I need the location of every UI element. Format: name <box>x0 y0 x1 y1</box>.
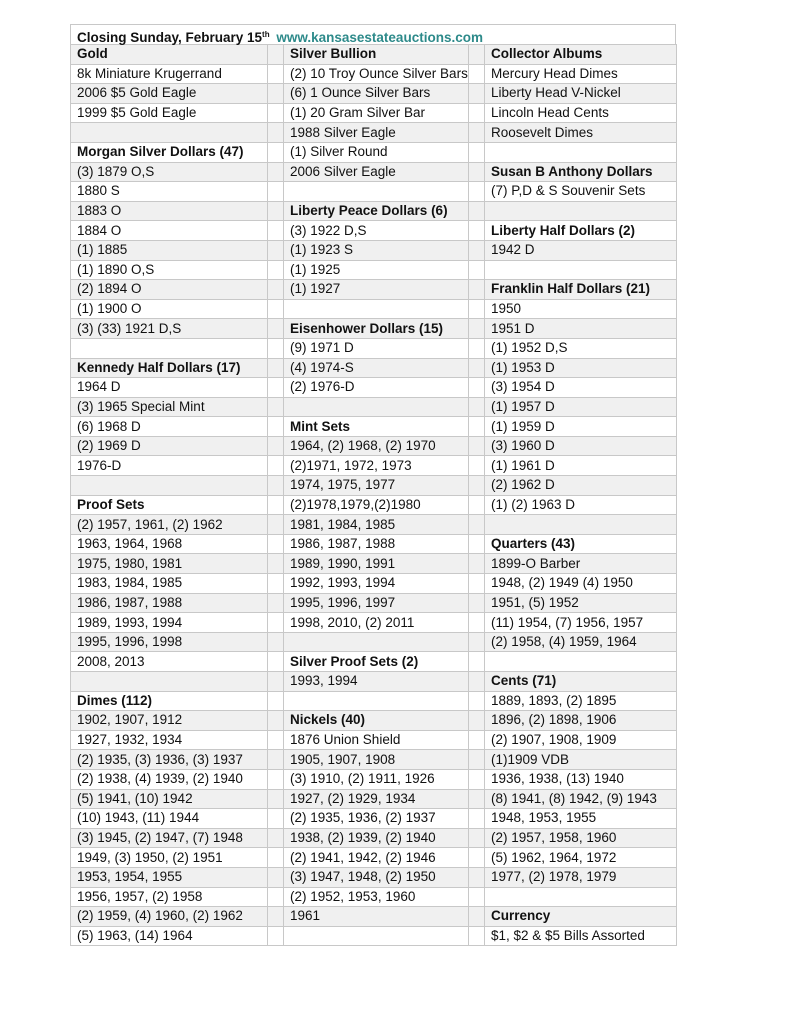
table-row <box>71 319 677 339</box>
column-gap <box>268 769 284 789</box>
lot-cell: 1951 D <box>485 319 677 339</box>
lot-cell: (6) 1 Ounce Silver Bars <box>284 84 469 104</box>
column-gap <box>469 45 485 65</box>
lot-cell: 1977, (2) 1978, 1979 <box>485 867 677 887</box>
column-gap <box>268 867 284 887</box>
lot-cell: (2) 1959, (4) 1960, (2) 1962 <box>71 907 268 927</box>
lot-cell: 1963, 1964, 1968 <box>71 534 268 554</box>
table-row <box>71 750 677 770</box>
closing-date-suffix: th <box>262 30 270 39</box>
lot-cell: (2)1971, 1972, 1973 <box>284 456 469 476</box>
column-gap <box>469 338 485 358</box>
column-gap <box>469 554 485 574</box>
column-gap <box>469 730 485 750</box>
column-gap <box>268 652 284 672</box>
lot-cell: (2) 1935, (3) 1936, (3) 1937 <box>71 750 268 770</box>
lot-cell: 1992, 1993, 1994 <box>284 574 469 594</box>
column-gap <box>268 554 284 574</box>
column-gap <box>268 436 284 456</box>
table-row <box>71 495 677 515</box>
lot-cell: 1927, (2) 1929, 1934 <box>284 789 469 809</box>
lot-cell: (3) (33) 1921 D,S <box>71 319 268 339</box>
column-gap <box>469 84 485 104</box>
category-heading: Silver Proof Sets (2) <box>284 652 469 672</box>
lot-cell: (2) 1958, (4) 1959, 1964 <box>485 632 677 652</box>
column-gap <box>469 201 485 221</box>
column-gap <box>469 613 485 633</box>
lot-cell: 1974, 1975, 1977 <box>284 476 469 496</box>
column-gap <box>469 182 485 202</box>
lot-cell: 2006 Silver Eagle <box>284 162 469 182</box>
column-gap <box>268 887 284 907</box>
column-gap <box>469 789 485 809</box>
column-gap <box>268 280 284 300</box>
lot-cell: 1964, (2) 1968, (2) 1970 <box>284 436 469 456</box>
category-heading: Proof Sets <box>71 495 268 515</box>
column-gap <box>268 103 284 123</box>
column-gap <box>268 142 284 162</box>
lot-cell: (1) 1925 <box>284 260 469 280</box>
closing-date: Closing Sunday, February 15 <box>77 30 263 45</box>
column-gap <box>469 887 485 907</box>
table-row <box>71 652 677 672</box>
lot-cell: (1) 1890 O,S <box>71 260 268 280</box>
lot-cell: 1948, (2) 1949 (4) 1950 <box>485 574 677 594</box>
column-gap <box>469 397 485 417</box>
table-row <box>71 789 677 809</box>
column-gap <box>469 652 485 672</box>
lot-cell: Liberty Head V-Nickel <box>485 84 677 104</box>
lot-cell: (1) 1927 <box>284 280 469 300</box>
lot-cell: (1) 1885 <box>71 240 268 260</box>
category-heading: Silver Bullion <box>284 45 469 65</box>
category-heading: Quarters (43) <box>485 534 677 554</box>
category-heading: Susan B Anthony Dollars <box>485 162 677 182</box>
column-gap <box>268 495 284 515</box>
lot-cell <box>284 926 469 946</box>
column-gap <box>268 338 284 358</box>
lot-cell: (10) 1943, (11) 1944 <box>71 809 268 829</box>
table-row <box>71 378 677 398</box>
table-row <box>71 64 677 84</box>
column-gap <box>469 123 485 143</box>
lot-cell: (2)1978,1979,(2)1980 <box>284 495 469 515</box>
lot-cell: 1989, 1993, 1994 <box>71 613 268 633</box>
column-gap <box>469 672 485 692</box>
lot-cell: (4) 1974-S <box>284 358 469 378</box>
lot-cell: (3) 1947, 1948, (2) 1950 <box>284 867 469 887</box>
column-gap <box>268 730 284 750</box>
table-row <box>71 417 677 437</box>
column-gap <box>268 515 284 535</box>
column-gap <box>469 64 485 84</box>
column-gap <box>268 476 284 496</box>
lot-cell: (2) 1941, 1942, (2) 1946 <box>284 848 469 868</box>
lot-cell: 1905, 1907, 1908 <box>284 750 469 770</box>
column-gap <box>469 456 485 476</box>
auction-lots-table <box>70 44 677 946</box>
lot-cell: 1927, 1932, 1934 <box>71 730 268 750</box>
column-gap <box>469 809 485 829</box>
column-gap <box>268 789 284 809</box>
column-gap <box>469 260 485 280</box>
lot-cell: 1950 <box>485 299 677 319</box>
lot-cell: (1) (2) 1963 D <box>485 495 677 515</box>
lot-cell: 1953, 1954, 1955 <box>71 867 268 887</box>
column-gap <box>268 358 284 378</box>
table-row <box>71 632 677 652</box>
lot-cell: 1889, 1893, (2) 1895 <box>485 691 677 711</box>
lot-cell: 8k Miniature Krugerrand <box>71 64 268 84</box>
lot-cell <box>284 397 469 417</box>
table-row <box>71 142 677 162</box>
column-gap <box>268 417 284 437</box>
column-gap <box>268 260 284 280</box>
lot-cell: 1998, 2010, (2) 2011 <box>284 613 469 633</box>
lot-cell: (1) 1952 D,S <box>485 338 677 358</box>
table-row <box>71 534 677 554</box>
column-gap <box>469 926 485 946</box>
column-gap <box>268 378 284 398</box>
column-gap <box>469 574 485 594</box>
lot-cell: (1) 1953 D <box>485 358 677 378</box>
column-gap <box>469 769 485 789</box>
lot-cell: (2) 1952, 1953, 1960 <box>284 887 469 907</box>
column-gap <box>469 750 485 770</box>
table-row <box>71 260 677 280</box>
lot-cell: 1956, 1957, (2) 1958 <box>71 887 268 907</box>
lot-cell <box>284 691 469 711</box>
lot-cell: 1995, 1996, 1997 <box>284 593 469 613</box>
lot-cell: 1942 D <box>485 240 677 260</box>
column-gap <box>469 867 485 887</box>
column-gap <box>469 476 485 496</box>
lot-cell: (1) 1923 S <box>284 240 469 260</box>
table-row <box>71 691 677 711</box>
lot-cell <box>284 632 469 652</box>
table-row <box>71 769 677 789</box>
lot-cell: 1964 D <box>71 378 268 398</box>
column-gap <box>469 495 485 515</box>
column-gap <box>268 593 284 613</box>
column-gap <box>268 926 284 946</box>
lot-cell: (2) 1962 D <box>485 476 677 496</box>
lot-cell <box>71 338 268 358</box>
lot-cell: (3) 1965 Special Mint <box>71 397 268 417</box>
lot-cell: (11) 1954, (7) 1956, 1957 <box>485 613 677 633</box>
lot-cell: 1999 $5 Gold Eagle <box>71 103 268 123</box>
column-gap <box>268 750 284 770</box>
table-row <box>71 84 677 104</box>
lot-cell: $1, $2 & $5 Bills Assorted <box>485 926 677 946</box>
column-gap <box>268 632 284 652</box>
category-heading: Franklin Half Dollars (21) <box>485 280 677 300</box>
column-gap <box>268 201 284 221</box>
lots-table-body <box>71 45 677 946</box>
auction-sheet <box>70 24 676 946</box>
table-row <box>71 574 677 594</box>
table-row <box>71 515 677 535</box>
lot-cell: (3) 1910, (2) 1911, 1926 <box>284 769 469 789</box>
table-row <box>71 280 677 300</box>
lot-cell: 1981, 1984, 1985 <box>284 515 469 535</box>
lot-cell: 1880 S <box>71 182 268 202</box>
table-row <box>71 848 677 868</box>
lot-cell: (2) 1894 O <box>71 280 268 300</box>
column-gap <box>469 319 485 339</box>
lot-cell: 1983, 1984, 1985 <box>71 574 268 594</box>
lot-cell <box>71 476 268 496</box>
lot-cell: (5) 1941, (10) 1942 <box>71 789 268 809</box>
column-gap <box>469 221 485 241</box>
column-gap <box>268 809 284 829</box>
lot-cell <box>485 260 677 280</box>
lot-cell: (2) 1938, (4) 1939, (2) 1940 <box>71 769 268 789</box>
auction-website-link[interactable]: www.kansasestateauctions.com <box>276 30 483 45</box>
lot-cell: 1883 O <box>71 201 268 221</box>
column-gap <box>268 672 284 692</box>
category-heading: Liberty Half Dollars (2) <box>485 221 677 241</box>
table-row <box>71 397 677 417</box>
lot-cell: (1) Silver Round <box>284 142 469 162</box>
lot-cell: 1884 O <box>71 221 268 241</box>
lot-cell: (3) 1945, (2) 1947, (7) 1948 <box>71 828 268 848</box>
table-row <box>71 299 677 319</box>
lot-cell: (1) 1957 D <box>485 397 677 417</box>
lot-cell: Lincoln Head Cents <box>485 103 677 123</box>
table-row <box>71 613 677 633</box>
lot-cell <box>485 887 677 907</box>
lot-cell: 1951, (5) 1952 <box>485 593 677 613</box>
table-row <box>71 240 677 260</box>
column-gap <box>469 417 485 437</box>
table-row <box>71 162 677 182</box>
column-gap <box>268 319 284 339</box>
lot-cell: (1) 1961 D <box>485 456 677 476</box>
column-gap <box>469 436 485 456</box>
category-heading: Kennedy Half Dollars (17) <box>71 358 268 378</box>
lot-cell <box>485 652 677 672</box>
lot-cell: (2) 10 Troy Ounce Silver Bars <box>284 64 469 84</box>
category-heading: Dimes (112) <box>71 691 268 711</box>
column-gap <box>469 299 485 319</box>
column-gap <box>469 711 485 731</box>
lot-cell: (2) 1957, 1958, 1960 <box>485 828 677 848</box>
column-gap <box>268 123 284 143</box>
table-row <box>71 867 677 887</box>
lot-cell: (1) 1900 O <box>71 299 268 319</box>
lot-cell: 1961 <box>284 907 469 927</box>
table-row <box>71 809 677 829</box>
column-gap <box>469 632 485 652</box>
lot-cell: (8) 1941, (8) 1942, (9) 1943 <box>485 789 677 809</box>
category-heading: Gold <box>71 45 268 65</box>
lot-cell: 1988 Silver Eagle <box>284 123 469 143</box>
column-gap <box>469 593 485 613</box>
lot-cell: (3) 1922 D,S <box>284 221 469 241</box>
table-row <box>71 45 677 65</box>
table-row <box>71 221 677 241</box>
lot-cell: (2) 1969 D <box>71 436 268 456</box>
column-gap <box>268 397 284 417</box>
column-gap <box>469 515 485 535</box>
table-row <box>71 103 677 123</box>
column-gap <box>268 828 284 848</box>
column-gap <box>469 828 485 848</box>
table-row <box>71 358 677 378</box>
lot-cell: (1) 20 Gram Silver Bar <box>284 103 469 123</box>
column-gap <box>268 907 284 927</box>
column-gap <box>268 299 284 319</box>
lot-cell <box>284 299 469 319</box>
lot-cell: 1876 Union Shield <box>284 730 469 750</box>
lot-cell <box>485 201 677 221</box>
lot-cell: 1899-O Barber <box>485 554 677 574</box>
column-gap <box>469 280 485 300</box>
header-row <box>70 24 676 44</box>
lot-cell: Mercury Head Dimes <box>485 64 677 84</box>
category-heading: Currency <box>485 907 677 927</box>
table-row <box>71 201 677 221</box>
column-gap <box>469 240 485 260</box>
category-heading: Liberty Peace Dollars (6) <box>284 201 469 221</box>
column-gap <box>268 613 284 633</box>
lot-cell: (1)1909 VDB <box>485 750 677 770</box>
lot-cell: 1986, 1987, 1988 <box>284 534 469 554</box>
column-gap <box>268 848 284 868</box>
lot-cell <box>485 142 677 162</box>
lot-cell: 1986, 1987, 1988 <box>71 593 268 613</box>
table-row <box>71 907 677 927</box>
lot-cell: 2006 $5 Gold Eagle <box>71 84 268 104</box>
lot-cell: (3) 1960 D <box>485 436 677 456</box>
lot-cell: (7) P,D & S Souvenir Sets <box>485 182 677 202</box>
table-row <box>71 730 677 750</box>
lot-cell: (1) 1959 D <box>485 417 677 437</box>
table-row <box>71 554 677 574</box>
table-row <box>71 476 677 496</box>
column-gap <box>268 456 284 476</box>
lot-cell: 2008, 2013 <box>71 652 268 672</box>
lot-cell: (5) 1962, 1964, 1972 <box>485 848 677 868</box>
table-row <box>71 828 677 848</box>
table-row <box>71 672 677 692</box>
column-gap <box>469 691 485 711</box>
table-row <box>71 123 677 143</box>
category-heading: Eisenhower Dollars (15) <box>284 319 469 339</box>
column-gap <box>268 221 284 241</box>
column-gap <box>469 848 485 868</box>
lot-cell: 1976-D <box>71 456 268 476</box>
column-gap <box>268 64 284 84</box>
column-gap <box>268 534 284 554</box>
column-gap <box>268 162 284 182</box>
column-gap <box>469 378 485 398</box>
column-gap <box>268 240 284 260</box>
lot-cell: (5) 1963, (14) 1964 <box>71 926 268 946</box>
column-gap <box>469 358 485 378</box>
lot-cell: 1989, 1990, 1991 <box>284 554 469 574</box>
table-row <box>71 926 677 946</box>
lot-cell: (2) 1935, 1936, (2) 1937 <box>284 809 469 829</box>
lot-cell <box>71 123 268 143</box>
lot-cell: 1948, 1953, 1955 <box>485 809 677 829</box>
lot-cell: (3) 1879 O,S <box>71 162 268 182</box>
lot-cell: (9) 1971 D <box>284 338 469 358</box>
table-row <box>71 182 677 202</box>
column-gap <box>268 84 284 104</box>
lot-cell: (3) 1954 D <box>485 378 677 398</box>
table-row <box>71 338 677 358</box>
lot-cell: (2) 1957, 1961, (2) 1962 <box>71 515 268 535</box>
lot-cell <box>284 182 469 202</box>
column-gap <box>469 534 485 554</box>
column-gap <box>268 182 284 202</box>
column-gap <box>268 711 284 731</box>
lot-cell: 1938, (2) 1939, (2) 1940 <box>284 828 469 848</box>
column-gap <box>469 162 485 182</box>
lot-cell: 1949, (3) 1950, (2) 1951 <box>71 848 268 868</box>
column-gap <box>268 691 284 711</box>
column-gap <box>268 45 284 65</box>
table-row <box>71 711 677 731</box>
lot-cell: (2) 1976-D <box>284 378 469 398</box>
category-heading: Nickels (40) <box>284 711 469 731</box>
table-row <box>71 887 677 907</box>
category-heading: Mint Sets <box>284 417 469 437</box>
table-row <box>71 456 677 476</box>
lot-cell: (6) 1968 D <box>71 417 268 437</box>
table-row <box>71 436 677 456</box>
lot-cell: 1936, 1938, (13) 1940 <box>485 769 677 789</box>
column-gap <box>469 103 485 123</box>
category-heading: Cents (71) <box>485 672 677 692</box>
lot-cell: 1995, 1996, 1998 <box>71 632 268 652</box>
lot-cell: Roosevelt Dimes <box>485 123 677 143</box>
lot-cell <box>485 515 677 535</box>
column-gap <box>469 142 485 162</box>
column-gap <box>469 907 485 927</box>
column-gap <box>268 574 284 594</box>
lot-cell: 1993, 1994 <box>284 672 469 692</box>
table-row <box>71 593 677 613</box>
category-heading: Collector Albums <box>485 45 677 65</box>
lot-cell: 1896, (2) 1898, 1906 <box>485 711 677 731</box>
lot-cell: (2) 1907, 1908, 1909 <box>485 730 677 750</box>
category-heading: Morgan Silver Dollars (47) <box>71 142 268 162</box>
lot-cell: 1975, 1980, 1981 <box>71 554 268 574</box>
lot-cell: 1902, 1907, 1912 <box>71 711 268 731</box>
lot-cell <box>71 672 268 692</box>
